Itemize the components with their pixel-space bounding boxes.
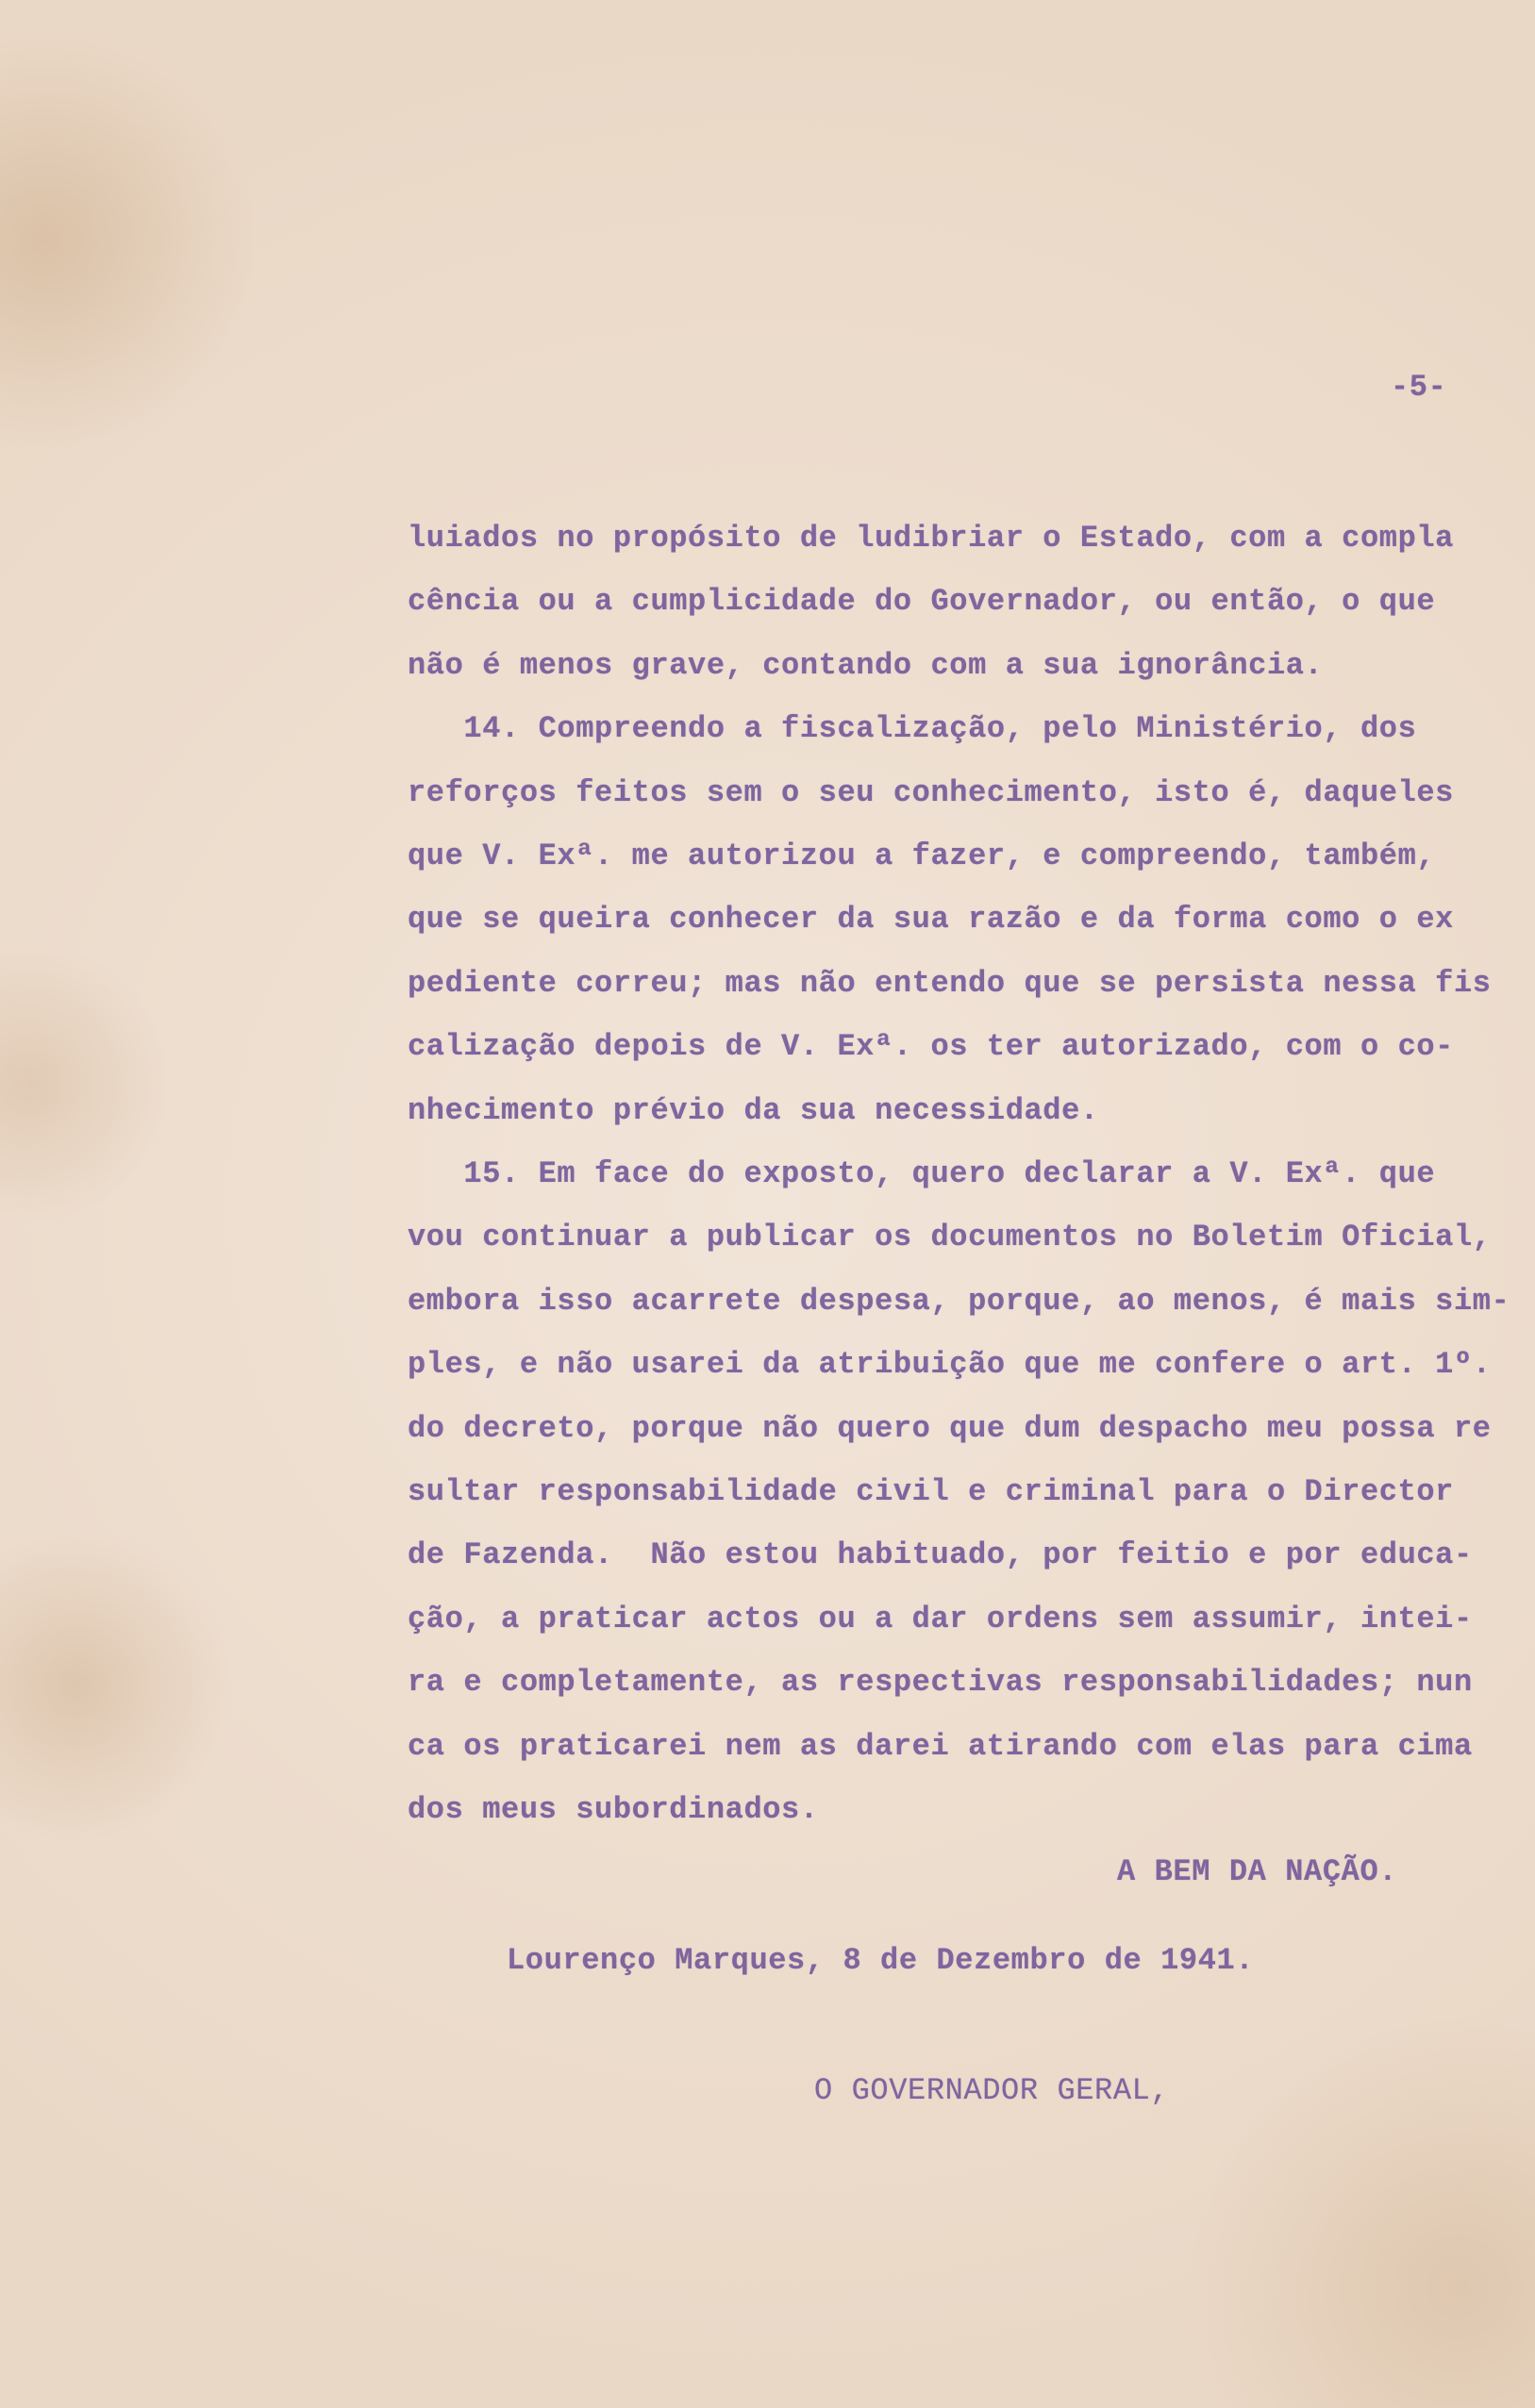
text-line: calização depois de V. Exª. os ter autorizado, com o co- [408, 1029, 1454, 1065]
text-line: ção, a praticar actos ou a dar ordens sem assumir, intei- [408, 1601, 1473, 1636]
text-line: dos meus subordinados. [408, 1792, 819, 1827]
text-line: ples, e não usarei da atribuição que me confere o art. 1º. [408, 1347, 1492, 1383]
text-line: que se queira conhecer da sua razão e da forma como o ex [408, 902, 1454, 938]
closing-salutation: A BEM DA NAÇÃO. [1117, 1854, 1398, 1889]
text-line: que V. Exª. me autorizou a fazer, e compreendo, também, [408, 839, 1436, 873]
text-line: pediente correu; mas não entendo que se persista nessa fis [408, 965, 1492, 1001]
text-line: não é menos grave, contando com a sua ignorância. [408, 647, 1324, 683]
text-line: reforços feitos sem o seu conhecimento, isto é, daqueles [408, 774, 1454, 810]
place-and-date: Lourenço Marques, 8 de Dezembro de 1941. [507, 1943, 1255, 1978]
text-line: 15. Em face do exposto, quero declarar a V. Exª. que [408, 1156, 1436, 1191]
text-line: sultar responsabilidade civil e criminal para o Director [408, 1474, 1454, 1509]
text-line: do decreto, porque não quero que dum despacho meu possa re [408, 1410, 1492, 1446]
text-line: cência ou a cumplicidade do Governador, ou então, o que [408, 584, 1436, 620]
text-line: nhecimento prévio da sua necessidade. [408, 1092, 1099, 1128]
page-number: -5- [1391, 370, 1447, 405]
text-line: ca os praticarei nem as darei atirando com elas para cima [408, 1728, 1473, 1764]
signature-title: O GOVERNADOR GERAL, [814, 2073, 1170, 2108]
text-line: luiados no propósito de ludibriar o Estado, com a compla [408, 521, 1454, 556]
text-line: ra e completamente, as respectivas responsabilidades; nun [408, 1665, 1473, 1701]
text-line: embora isso acarrete despesa, porque, ao menos, é mais sim- [408, 1283, 1510, 1319]
text-line: de Fazenda. Não estou habituado, por feitio e por educa- [408, 1537, 1473, 1573]
text-line: vou continuar a publicar os documentos no Boletim Oficial, [408, 1220, 1492, 1255]
text-line: 14. Compreendo a fiscalização, pelo Ministério, dos [408, 711, 1417, 747]
